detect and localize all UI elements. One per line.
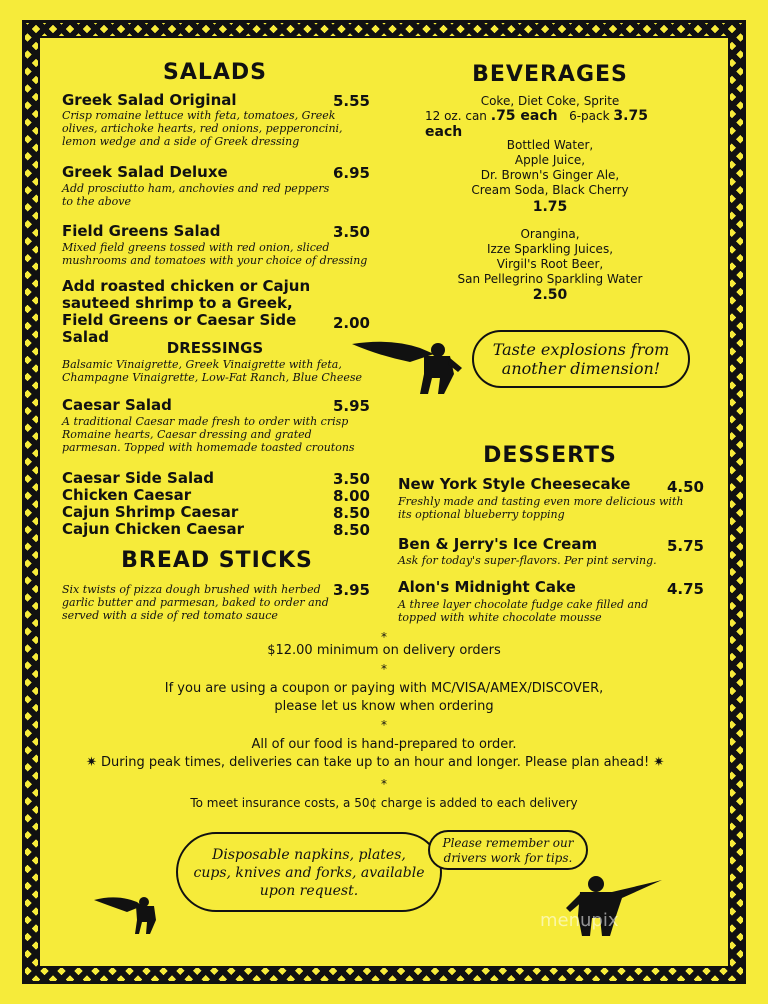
separator-star: * [381,662,387,676]
caesar-variant-price: 8.50 [332,504,370,522]
hand-prepared-notice: All of our food is hand-prepared to order. [251,737,517,752]
separator-star: * [381,630,387,644]
small-flying-hero-illustration [92,888,172,938]
item-price: 5.55 [332,92,370,110]
beverage-line: Cream Soda, Black Cherry [471,183,629,197]
separator-star: * [381,718,387,732]
caesar-variant: Chicken Caesar [62,486,192,504]
peak-notice [86,755,686,770]
breadsticks-heading: BREAD STICKS [121,548,313,573]
soda-prices [425,108,690,140]
caesar-variant: Cajun Shrimp Caesar [62,503,239,521]
item-desc: Crisp romaine lettuce with feta, tomatoes, Greek olives, artichoke hearts, red onions, pepperoncini, lemon wedge and a side of Greek dressing [62,109,343,148]
coupon-notice-line1: If you are using a coupon or paying with MC/VISA/AMEX/DISCOVER, [164,681,604,696]
pack-price: 3.75 each [425,108,648,140]
insurance-notice: To meet insurance costs, a 50¢ charge is added to each delivery [190,796,578,810]
item-name: Field Greens Salad [62,222,221,240]
pack-label: 6-pack [569,109,610,123]
bubble-line: another dimension! [501,359,661,378]
item-name: Ben & Jerry's Ice Cream [398,535,598,553]
beverage-line: Apple Juice, [514,153,586,167]
dressings-heading: DRESSINGS [166,339,264,357]
caesar-variant-price: 8.50 [332,521,370,539]
caesar-variant: Cajun Chicken Caesar [62,520,244,538]
beverages-heading: BEVERAGES [472,62,628,87]
desserts-heading: DESSERTS [483,443,617,468]
item-name: Greek Salad Original [62,91,237,109]
separator-star: * [381,777,387,791]
item-price: 6.95 [332,164,370,182]
beverage-group-1-price: 1.75 [532,199,568,215]
caesar-variant-price: 3.50 [332,470,370,488]
item-desc: Ask for today's super-flavors. Per pint serving. [398,554,657,567]
item-name: Alon's Midnight Cake [398,578,576,596]
addon-price: 2.00 [332,314,370,332]
salads-heading: SALADS [162,60,268,85]
caesar-variant-price: 8.00 [332,487,370,505]
can-price: .75 each [490,108,558,124]
soda-names: Coke, Diet Coke, Sprite [480,94,620,108]
item-desc: Add prosciutto ham, anchovies and red peppers to the above [62,182,330,208]
watermark: menupix [540,910,619,931]
caesar-desc: A traditional Caesar made fresh to order with crisp Romaine hearts, Caesar dressing and grated parmesan. Topped with homemade toasted croutons [62,415,355,454]
beverage-line: Bottled Water, [506,138,594,152]
caesar-name: Caesar Salad [62,396,172,414]
item-price: 3.50 [332,223,370,241]
item-name: Greek Salad Deluxe [62,163,228,181]
item-price: 5.75 [666,537,704,555]
bubble-line: Please remember our [442,836,574,850]
item-name: New York Style Cheesecake [398,475,631,493]
caesar-variant: Caesar Side Salad [62,469,214,487]
speech-bubble-tips [428,830,588,870]
beverage-line: Dr. Brown's Ginger Ale, [480,168,620,182]
item-desc: A three layer chocolate fudge cake filled and topped with white chocolate mousse [398,598,649,624]
item-price: 4.75 [666,580,704,598]
bubble-line: cups, knives and forks, available [193,865,425,881]
can-label: 12 oz. can [425,109,487,123]
breadsticks-price: 3.95 [332,581,370,599]
burst-icon: ✷ [653,755,665,770]
beverage-line: Virgil's Root Beer, [496,257,604,271]
item-desc: Freshly made and tasting even more delicious with its optional blueberry topping [398,495,684,521]
item-desc: Mixed field greens tossed with red onion, sliced mushrooms and tomatoes with your choice of dressing [62,241,368,267]
bubble-line: Taste explosions from [492,340,670,359]
beverage-line: Izze Sparkling Juices, [486,242,614,256]
beverage-group-2 [440,227,660,287]
coupon-notice-line2: please let us know when ordering [274,699,494,714]
addon-text: Add roasted chicken or Cajun sauteed shrimp to a Greek, Field Greens or Caesar Side Salad [62,277,311,346]
item-price: 4.50 [666,478,704,496]
bubble-line: upon request. [259,883,359,899]
beverage-line: Orangina, [520,227,580,241]
beverage-group-1 [440,138,660,198]
speech-bubble-taste [472,330,690,388]
beverage-line: San Pellegrino Sparkling Water [457,272,643,286]
flying-hero-illustration [350,334,470,398]
breadsticks-desc: Six twists of pizza dough brushed with herbed garlic butter and parmesan, baked to order and served with a side of red tomato sauce [62,583,329,622]
peak-notice-text: During peak times, deliveries can take up to an hour and longer. Please plan ahead! [101,755,650,770]
caesar-price: 5.95 [332,397,370,415]
minimum-notice: $12.00 minimum on delivery orders [267,643,501,658]
beverage-group-2-price: 2.50 [532,287,568,303]
burst-icon: ✷ [86,755,97,770]
bubble-line: drivers work for tips. [443,851,573,865]
bubble-line: Disposable napkins, plates, [212,847,406,863]
speech-bubble-napkins [176,832,442,912]
dressings-list: Balsamic Vinaigrette, Greek Vinaigrette with feta, Champagne Vinaigrette, Low-Fat Ranch, Blue Cheese [62,358,363,384]
